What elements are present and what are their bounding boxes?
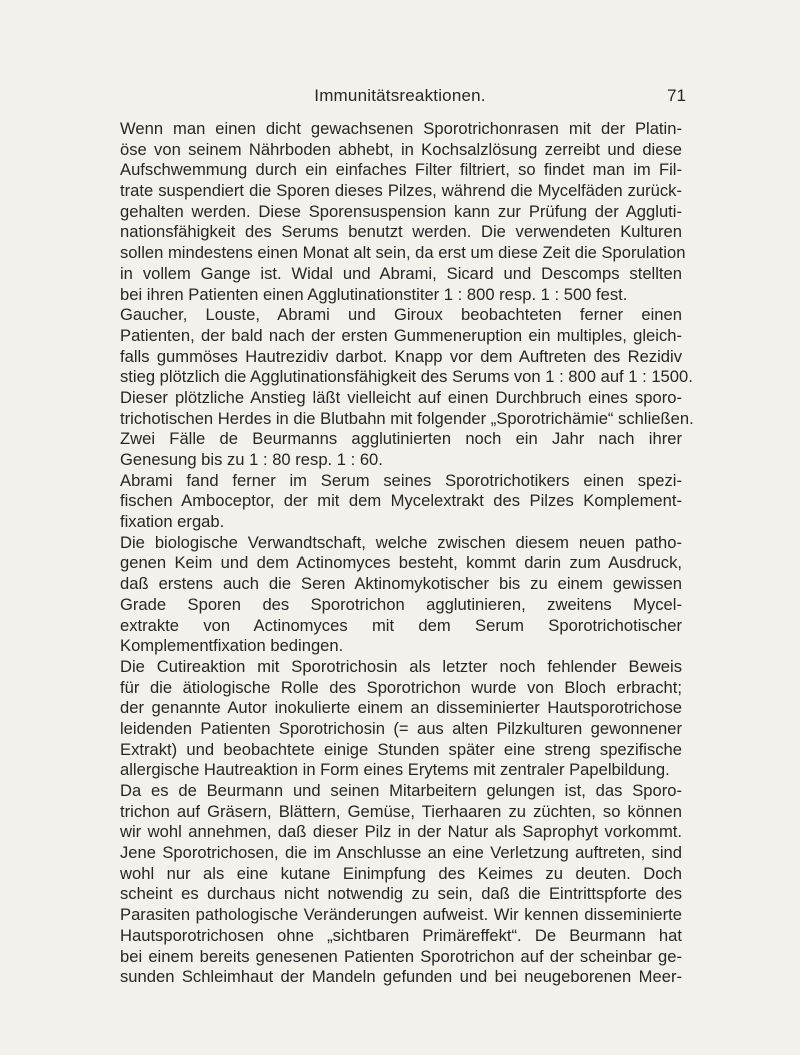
text-line: Genesung bis zu 1 : 80 resp. 1 : 60. bbox=[120, 450, 383, 469]
text-line: Abrami fand ferner im Serum seines Sporotrichotikers einen spezi- bbox=[120, 470, 682, 490]
text-line: sunden Schleimhaut der Mandeln gefunden und bei neugeborenen Meer- bbox=[120, 967, 682, 987]
text-line: falls gummöses Hautrezidiv darbot. Knapp vor dem Auftreten des Rezidiv bbox=[120, 346, 682, 366]
text-line: trichon auf Gräsern, Blättern, Gemüse, Tierhaaren zu züchten, so können bbox=[120, 801, 682, 821]
text-line: Hautsporotrichosen ohne „sichtbaren Primäreffekt“. De Beurmann hat bbox=[120, 925, 682, 945]
text-line: Jene Sporotrichosen, die im Anschlusse an eine Verletzung auftreten, sind bbox=[120, 843, 682, 863]
text-line: bei ihren Patienten einen Agglutinationstiter 1 : 800 resp. 1 : 500 fest. bbox=[120, 284, 628, 304]
text-line: fixation ergab. bbox=[120, 512, 225, 532]
text-line: stieg plötzlich die Agglutinationsfähigkeit des Serums von 1 : 800 auf 1 : 1500. bbox=[120, 367, 693, 387]
text-line: Die Cutireaktion mit Sporotrichosin als letzter noch fehlender Beweis bbox=[120, 656, 682, 676]
page-header bbox=[120, 86, 686, 110]
text-line: Zwei Fälle de Beurmanns agglutinierten noch ein Jahr nach ihrer bbox=[120, 429, 682, 449]
text-line: Parasiten pathologische Veränderungen aufweist. Wir kennen disseminierte bbox=[120, 905, 682, 925]
text-line: allergische Hautreaktion in Form eines Erytems mit zentraler Papelbildung. bbox=[120, 760, 670, 780]
text-line: der genannte Autor inokulierte einem an disseminierter Hautsporotrichose bbox=[120, 698, 682, 718]
text-line: extrakte von Actinomyces mit dem Serum Sporotrichotischer bbox=[120, 615, 682, 635]
text-line: Extrakt) und beobachtete einige Stunden später eine streng spezifische bbox=[120, 739, 682, 759]
text-line: leidenden Patienten Sporotrichosin (= aus alten Pilzkulturen gewonnener bbox=[120, 718, 682, 738]
page-number: 71 bbox=[667, 86, 686, 105]
running-title: Immunitätsreaktionen. bbox=[314, 86, 486, 105]
text-line: Grade Sporen des Sporotrichon agglutinieren, zweitens Mycel- bbox=[120, 594, 682, 614]
text-line: bei einem bereits genesenen Patienten Sporotrichon auf der scheinbar ge- bbox=[120, 946, 682, 966]
text-line: trate suspendiert die Sporen dieses Pilzes, während die Mycelfäden zurück- bbox=[120, 181, 682, 201]
text-line: daß erstens auch die Seren Aktinomykotischer bis zu einem gewissen bbox=[120, 574, 682, 594]
text-line: Wenn man einen dicht gewachsenen Sporotrichonrasen mit der Platin- bbox=[120, 119, 682, 138]
text-line: öse von seinem Nährboden abhebt, in Kochsalzlösung zerreibt und diese bbox=[120, 139, 682, 159]
text-line: nationsfähigkeit des Serums benutzt werden. Die verwendeten Kulturen bbox=[120, 222, 682, 242]
text-line: Patienten, der bald nach der ersten Gummeneruption ein multiples, gleich- bbox=[120, 325, 682, 345]
text-line: Da es de Beurmann und seinen Mitarbeitern gelungen ist, das Sporo- bbox=[120, 781, 682, 800]
text-line: in vollem Gange ist. Widal und Abrami, Sicard und Descomps stellten bbox=[120, 263, 682, 283]
text-line: gehalten werden. Diese Sporensuspension kann zur Prüfung der Aggluti- bbox=[120, 201, 682, 221]
text-line: Die biologische Verwandtschaft, welche zwischen diesem neuen patho- bbox=[120, 532, 682, 552]
text-line: Aufschwemmung durch ein einfaches Filter filtriert, so findet man im Fil- bbox=[120, 160, 682, 180]
text-line: Komplementfixation bedingen. bbox=[120, 636, 344, 656]
text-line: wir wohl annehmen, daß dieser Pilz in der Natur als Saprophyt vorkommt. bbox=[120, 822, 682, 842]
text-line: genen Keim und dem Actinomyces besteht, kommt darin zum Ausdruck, bbox=[120, 553, 682, 573]
text-line: für die ätiologische Rolle des Sporotrichon wurde von Bloch erbracht; bbox=[120, 677, 682, 697]
text-line: sollen mindestens einen Monat alt sein, da erst um diese Zeit die Sporulation bbox=[120, 243, 686, 263]
text-line: trichotischen Herdes in die Blutbahn mit folgender „Sporotrichämie“ schließen. bbox=[120, 408, 694, 428]
text-line: fischen Amboceptor, der mit dem Mycelextrakt des Pilzes Komplement- bbox=[120, 491, 682, 511]
text-line: wohl nur als eine kutane Einimpfung des Keimes zu deuten. Doch bbox=[120, 863, 682, 883]
text-line: Dieser plötzliche Anstieg läßt vielleicht auf einen Durchbruch eines sporo- bbox=[120, 387, 682, 407]
text-line: scheint es durchaus nicht notwendig zu sein, daß die Eintrittspforte des bbox=[120, 884, 682, 904]
text-line: Gaucher, Louste, Abrami und Giroux beobachteten ferner einen bbox=[120, 305, 682, 325]
body-text bbox=[120, 119, 694, 988]
